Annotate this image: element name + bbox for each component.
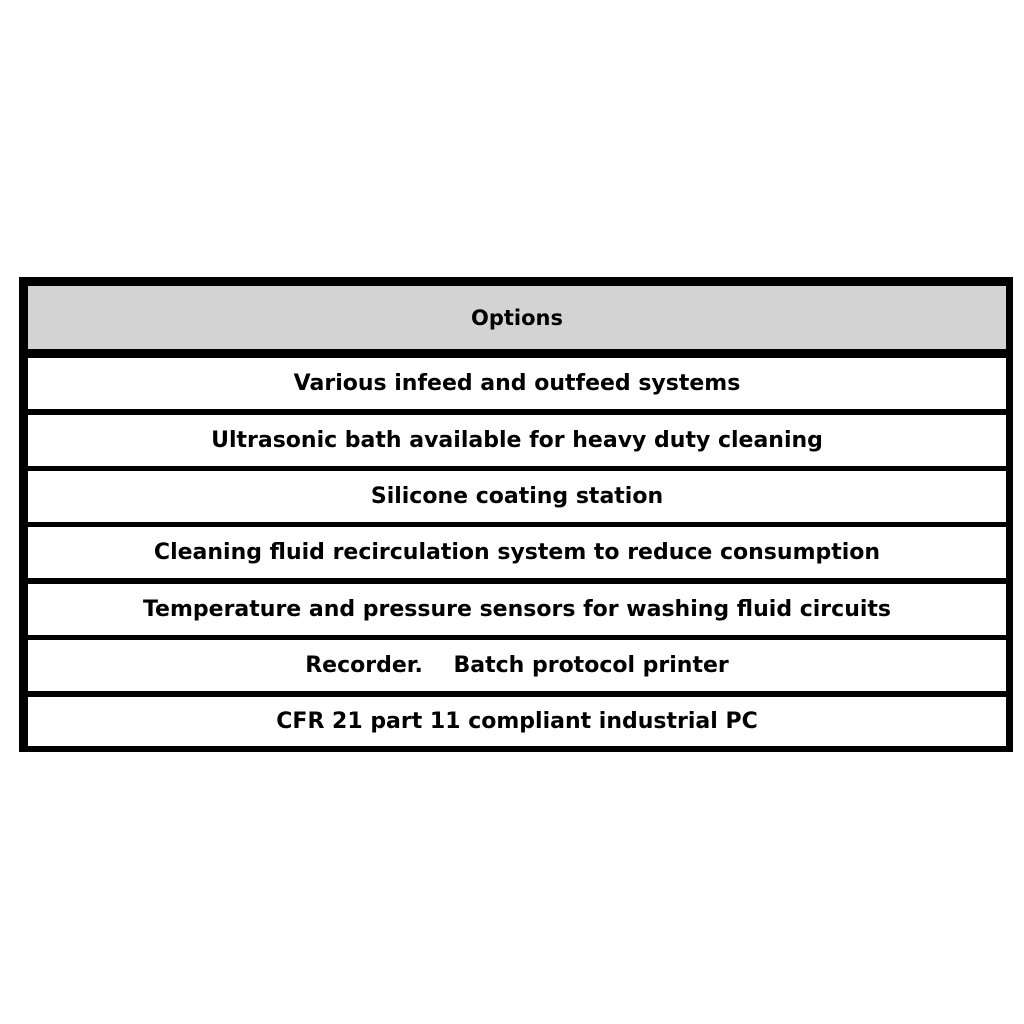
table-header-options: Options — [28, 286, 1006, 349]
table-row: CFR 21 part 11 compliant industrial PC — [28, 697, 1006, 746]
options-table — [19, 277, 1013, 752]
table-row: Cleaning fluid recirculation system to reduce consumption — [28, 527, 1006, 578]
table-row: Silicone coating station — [28, 471, 1006, 522]
table-row: Recorder. Batch protocol printer — [28, 640, 1006, 691]
table-row: Ultrasonic bath available for heavy duty cleaning — [28, 415, 1006, 466]
table-row: Temperature and pressure sensors for washing fluid circuits — [28, 584, 1006, 635]
table-row: Various infeed and outfeed systems — [28, 358, 1006, 409]
